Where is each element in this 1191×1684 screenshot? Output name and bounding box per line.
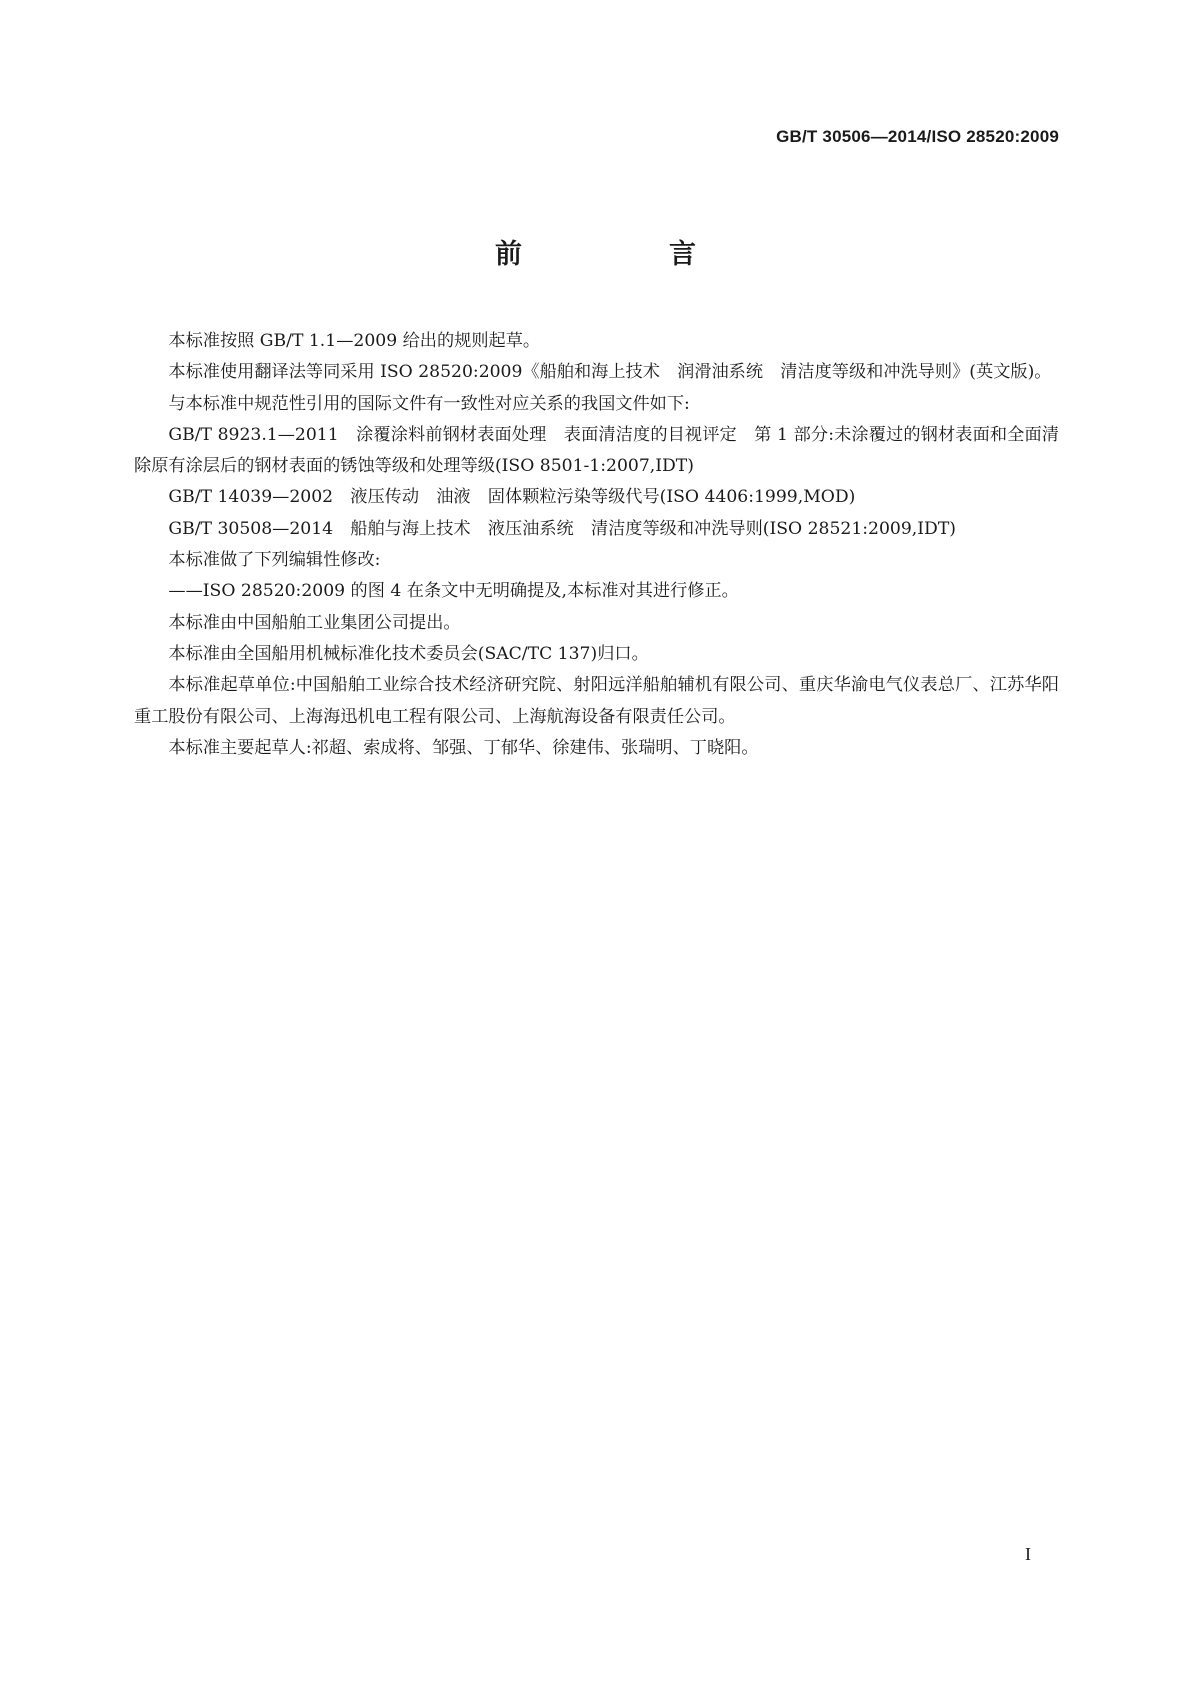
paragraph-adoption: 本标准使用翻译法等同采用 ISO 28520:2009《船舶和海上技术 润滑油系统 清洁度等级和冲洗导则》(英文版)。 (168, 362, 1052, 383)
paragraph-drafting-organizations: 本标准起草单位:中国船舶工业综合技术经济研究院、射阳远洋船舶辅机有限公司、重庆华渝电气仪表总厂、江苏华阳重工股份有限公司、上海海迅机电工程有限公司、上海航海设备有限责任公司。 (134, 675, 1059, 727)
foreword-body (134, 326, 1059, 764)
reference-gbt-8923-1: GB/T 8923.1—2011 涂覆涂料前钢材表面处理 表面清洁度的目视评定 第 1 部分:未涂覆过的钢材表面和全面清除原有涂层后的钢材表面的锈蚀等级和处理等级(ISO 8501-1:2007,IDT) (134, 424, 1059, 477)
page-number: I (1025, 1544, 1031, 1564)
paragraph-proposed-by: 本标准由中国船舶工业集团公司提出。 (168, 612, 461, 633)
standard-code-header: GB/T 30506—2014/ISO 28520:2009 (776, 127, 1059, 146)
paragraph-normative-references-intro: 与本标准中规范性引用的国际文件有一致性对应关系的我国文件如下: (168, 393, 690, 414)
paragraph-drafting-rules: 本标准按照 GB/T 1.1—2009 给出的规则起草。 (168, 331, 541, 351)
paragraph-editorial-changes: 本标准做了下列编辑性修改: (168, 550, 381, 571)
paragraph-main-drafters: 本标准主要起草人:祁超、索成将、邹强、丁郁华、徐建伟、张瑞明、丁晓阳。 (168, 737, 759, 758)
paragraph-administered-by: 本标准由全国船用机械标准化技术委员会(SAC/TC 137)归口。 (168, 643, 649, 664)
reference-gbt-30508: GB/T 30508—2014 船舶与海上技术 液压油系统 清洁度等级和冲洗导则(ISO 28521:2009,IDT) (168, 518, 956, 539)
page-title: 前 言 (495, 239, 756, 270)
reference-gbt-14039: GB/T 14039—2002 液压传动 油液 固体颗粒污染等级代号(ISO 4406:1999,MOD) (168, 487, 856, 508)
editorial-change-item: ——ISO 28520:2009 的图 4 在条文中无明确提及,本标准对其进行修正。 (168, 581, 739, 602)
